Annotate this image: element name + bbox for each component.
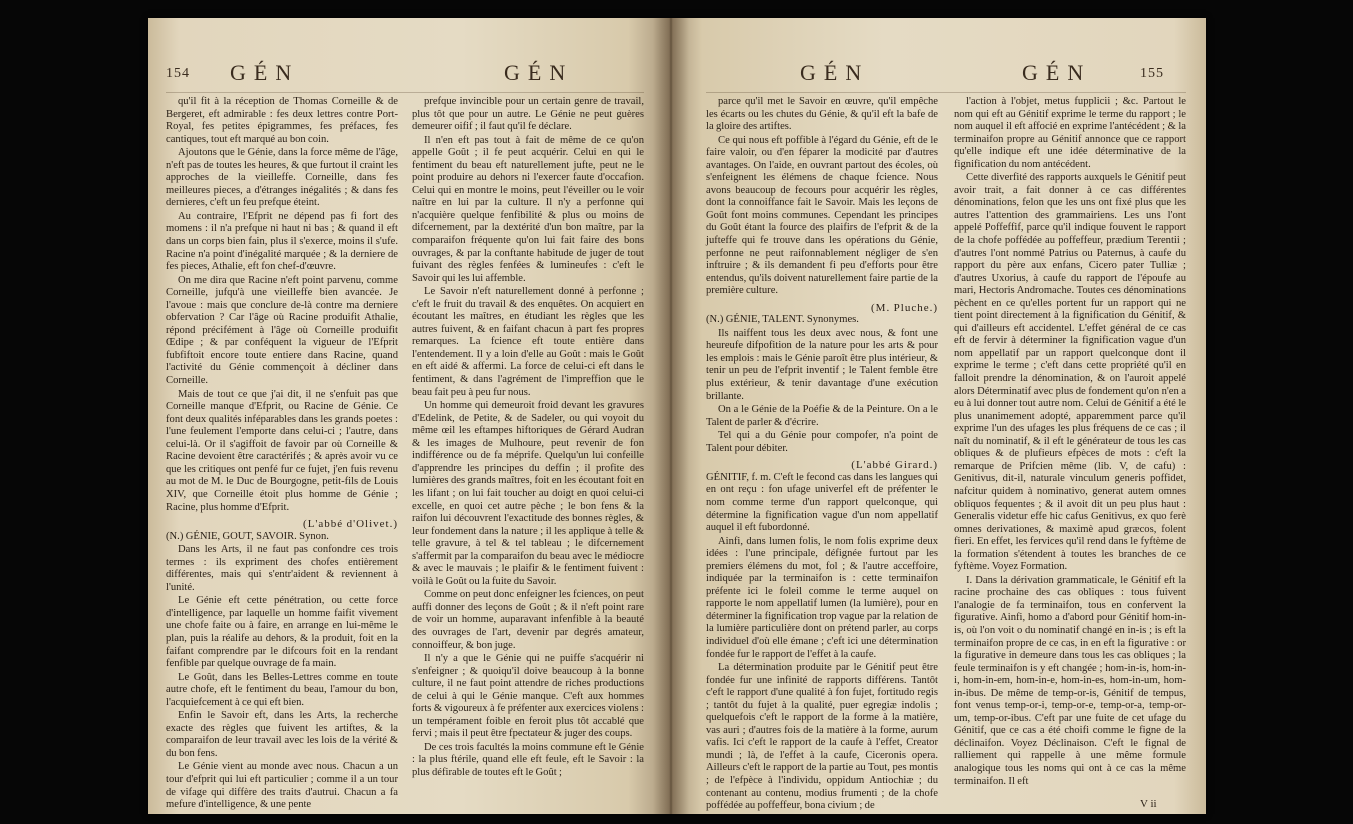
- author-signature: (L'abbé Girard.): [851, 459, 938, 472]
- paragraph: GÉNITIF, f. m. C'eft le fecond cas dans les langues qui en ont reçu : fon ufage univerfel eft de préfenter le nom comme terme d'un rapport quelconque, qui détermine la fignification vague d'un nom appellatif auquel il eft fubordonné.: [706, 471, 938, 534]
- open-book: [148, 18, 1206, 814]
- paragraph: La détermination produite par le Génitif peut être fondée fur une infinité de rapports différens. Tantôt c'eft le rapport d'une qualité à fon fujet, fortitudo regis ; tantôt du fujet à la qualité, puer egregiæ indolis ; quelquefois c'eft le rapport de la forme à la matière, vas auri ; d'autres fois de la matière à la forme, aurum vafis. Ici c'eft le rapport de la caufe à l'effet, Creator mundi ; là, de l'effet à la caufe, Ciceronis opera. Ailleurs c'eft le rapport de la partie au Tout, pes montis ; de l'efpèce à l'individu, oppidum Antiochiæ ; du contenant au contenu, modius frumenti ; de la chofe poffédée au poffeffeur, bona civium ; de: [706, 662, 938, 812]
- right-page-header: [670, 56, 1206, 86]
- paragraph: De ces trois facultés la moins commune eft le Génie : la plus ftérile, quand elle eft feule, eft le Savoir : la plus défirable de toutes eft le Goût ;: [412, 741, 644, 778]
- paragraph: Ce qui nous eft poffible à l'égard du Génie, eft de le faire valoir, ou d'en féparer la modicité par d'autres avantages. On l'aide, en ouvrant partout des écoles, où s'enfeignent les élémens de chaque fcience. Nous avons beaucoup de fecours pour acquérir les règles, dont la connoiffance fait le Savoir. Mais les leçons de Goût font moins communes. Cependant les principes du Goût étant la fource des plaifirs de l'efprit & de la jufteffe qui fe trouve dans les opérations du Génie, perfonne ne peut raifonnablement négliger de s'en inftruire ; & ils demandent fi peu d'efforts pour être entendus, qu'ils doivent naturellement faire partie de la première culture.: [706, 134, 938, 297]
- right-page: [670, 18, 1206, 814]
- paragraph: prefque invincible pour un certain genre de travail, plus tôt que pour un autre. Le Génie ne peut guères demeurer oifif ; il faut qu'il fe déclare.: [412, 96, 644, 133]
- left-page-header: [148, 56, 670, 86]
- running-head-left: GÉN: [800, 60, 870, 85]
- paragraph: Comme on peut donc enfeigner les fciences, on peut auffi donner des leçons de Goût ; & il n'eft point rare de voir un homme, auparavant infenfible à la beauté des ouvrages de l'art, devenir par degrés amateur, connoiffeur, & bon juge.: [412, 589, 644, 651]
- paragraph: Au contraire, l'Efprit ne dépend pas fi fort des momens : il n'a prefque ni haut ni bas ; & quand il eft dans un corps bien fain, plus il s'exerce, moins il s'ufe. Racine n'a point d'inégalité marquée ; & la derniere de fes pieces, Athalie, eft fon chef-d'œuvre.: [166, 210, 398, 273]
- paragraph: qu'il fit à la réception de Thomas Corneille & de Bergeret, eft admirable : fes deux lettres contre Port-Royal, fes petites épigrammes, fes préfaces, fes cantiques, tout eft marqué au bon coin.: [166, 96, 398, 145]
- paragraph: On a le Génie de la Poéfie & de la Peinture. On a le Talent de parler & d'écrire.: [706, 404, 938, 428]
- paragraph: Mais de tout ce que j'ai dit, il ne s'enfuit pas que Corneille manque d'Efprit, ou Racine de Génie. Ce font deux qualités inféparables dans les grands poetes : l'une feulement l'emporte dans celui-ci ; l'autre, dans celui-là. Or il s'agiffoit de favoir par où Corneille & Racine devoient être caractérifés ; & après avoir vu ce que les critiques ont penfé fur ce fujet, j'en fuis revenu au mot de M. le Duc de Bourgogne, petit-fils de Louis XIV, que Corneille étoit plus homme de Génie ; Racine, plus homme d'Efprit.: [166, 388, 398, 513]
- page-number: 154: [166, 66, 190, 81]
- paragraph: Il n'en eft pas tout à fait de même de ce qu'on appelle Goût ; il fe peut acquérir. Celui en qui le fentiment du beau eft naturellement jufte, peut ne le point produire au dehors ni l'exercer faute d'occafion. Celui qui en montre le moins, peut l'éveiller ou le voir naître en lui par la culture. Il n'y a perfonne qui n'acquière quelque fenfibilité & plus ou moins de difcernement, par la dextérité d'un bon maître, par la comparaifon fréquente qu'on lui fait faire des bons ouvrages, & par la conftante habitude de juger de tout fuivant des règles fenfées & lumineufes : c'eft le Savoir qui les lui affemble.: [412, 134, 644, 284]
- paragraph: Ainfi, dans lumen folis, le nom folis exprime deux idées : l'une principale, défignée furtout par les premiers élémens du mot, fol ; & l'autre acceffoire, indiquée par la terminaifon is : cette terminaifon préfente ici le foleil comme le terme auquel on rapporte le nom appellatif lumen (la lumière), pour en déterminer la fignification trop vague par la relation de la lumière particulière dont on prétend parler, au corps individuel d'où elle émane ; c'eft ici une détermination fondée fur le rapport de l'effet à la caufe.: [706, 535, 938, 660]
- paragraph: Ajoutons que le Génie, dans la force même de l'âge, n'eft pas de toutes les heures, & que furtout il craint les approches de la vieilleffe. Corneille, dans fes meilleures pieces, a d'étranges inégalités ; & dans fes dernieres, c'eft un feu prefque éteint.: [166, 147, 398, 209]
- header-rule: [706, 92, 1186, 93]
- paragraph: Le Génie eft cette pénétration, ou cette force d'intelligence, par laquelle un homme faifit vivement une chofe faite ou à faire, en arrange en lui-même le plan, puis la réalife au dehors, & la produit, foit en la faifant comprendre par le difcours foit en la rendant fenfible par quelque ouvrage de fa main.: [166, 595, 398, 670]
- paragraph: Le Goût, dans les Belles-Lettres comme en toute autre chofe, eft le fentiment du beau, l'amour du bon, l'acquiefcement à ce qui eft bien.: [166, 671, 398, 708]
- running-head-left: GÉN: [230, 60, 300, 85]
- running-head-right: GÉN: [1022, 60, 1092, 85]
- text-column-1: [706, 96, 938, 812]
- header-rule: [166, 92, 644, 93]
- paragraph: Ils naiffent tous les deux avec nous, & font une heureufe difpofition de la nature pour les arts & pour les emplois : mais le Génie paroît être plus intérieur, & tenir un peu de l'efprit inventif ; le Talent femble être plus extérieur, & tenir davantage d'une exécution brillante.: [706, 327, 938, 402]
- paragraph: Enfin le Savoir eft, dans les Arts, la recherche exacte des règles que fuivent les artiftes, & la comparaifon de leur travail avec les lois de la vérité & du bon fens.: [166, 710, 398, 759]
- paragraph: On me dira que Racine n'eft point parvenu, comme Corneille, jufqu'à une vieilleffe bien avancée. Je l'avoue : mais que conclure de-là contre ma derniere obfervation ? Car l'âge où Racine produifit Athalie, répond précifément à l'âge où Corneille produifit Œdipe ; & par conféquent la vigueur de l'Efprit fubfiftoit encore toute entiere dans Racine, quand l'activité du Génie commençoit à décliner dans Corneille.: [166, 274, 398, 387]
- page-number: 155: [1140, 66, 1164, 81]
- running-head-right: GÉN: [504, 60, 574, 85]
- paragraph: parce qu'il met le Savoir en œuvre, qu'il empêche les écarts ou les chutes du Génie, & qu'il eft la bafe de la gloire des artiftes.: [706, 96, 938, 133]
- text-column-1: [166, 96, 398, 811]
- paragraph: Un homme qui demeuroit froid devant les gravures d'Edelink, de Petite, & de Sadeler, ou qui voyoit du même œil les eftampes hiftoriques de Gérard Audran & les images de Mulhoure, peut revenir de fon indifférence ou de fa méprife. Quelqu'un lui confeille d'apprendre les principes du deffin ; il profite des lumières des grands maîtres, foit en les écoutant foit en les lifant ; on lui fait toucher au doigt en quoi celui-ci excelle, en quoi cet autre pèche ; le bon fens & la raifon lui découvrent l'exactitude des bonnes règles, & leur fondement dans la nature ; il les applique à telle & telle gravure, à tel & tel tableau ; le difcernement s'affermit par la comparaifon du beau avec le médiocre & avec le mauvais ; le plaifir & le fentiment fuivent : voilà le Goût ou la fuite du Savoir.: [412, 400, 644, 587]
- paragraph: I. Dans la dérivation grammaticale, le Génitif eft la racine prochaine des cas obliques : tous fuivent l'analogie de fa terminaifon, tous en confervent la figurative. Ainfi, homo a d'abord pour Génitif hom-in-is, où l'on voit o du nominatif changé en in-is ; is eft la terminaifon propre de ce cas, in en eft la figurative : or la figurative in demeure dans tous les cas obliques ; la feule terminaifon is y eft changée ; hom-in-is, hom-in-i, hom-in-em, hom-in-e, hom-in-es, hom-in-um, hom-in-ibus. De même de temp-or-is, Génitif de tempus, font venus temp-or-i, temp-or-e, temp-or-a, temp-or-um, temp-or-ibus. C'eft par une fuite de cet ufage du Génitif, que ce cas a été choifi comme le figne de la déclinaifon. Voyez Déclinaison. C'eft le fignal de ralliement qui rappelle à une même formule analogique tous les noms qui ont à ce cas la même terminaifon. Il eft: [954, 574, 1186, 787]
- paragraph: l'action à l'objet, metus fupplicii ; &c. Partout le nom qui eft au Génitif exprime le terme du rapport ; le nom auquel il eft affocié en exprime l'antécédent ; & la terminaifon propre au Génitif annonce que ce rapport qu'elle indique eft une idée déterminative de la fignification du nom antécédent.: [954, 96, 1186, 170]
- paragraph: Tel qui a du Génie pour compofer, n'a point de Talent pour débiter.: [706, 430, 938, 454]
- text-column-2: [954, 96, 1186, 796]
- paragraph: Le Génie vient au monde avec nous. Chacun a un tour d'efprit qui lui eft particulier ; comme il a un tour de vifage qui diffère des traits d'autrui. Chacun a fa mefure d'intelligence, & une pente: [166, 761, 398, 811]
- paragraph: (N.) GÉNIE, TALENT. Synonymes.: [706, 314, 859, 326]
- paragraph: Dans les Arts, il ne faut pas confondre ces trois termes : ils expriment des chofes entièrement différentes, mais qui s'entr'aident & reviennent à l'unité.: [166, 544, 398, 593]
- book-gutter: [653, 18, 689, 814]
- paragraph: (N.) GÉNIE, GOUT, SAVOIR. Synon.: [166, 530, 329, 542]
- text-column-2: [412, 96, 644, 796]
- paragraph: Cette diverfité des rapports auxquels le Génitif peut avoir trait, a fait donner à ce cas différentes dénominations, felon que les uns ont fixé plus que les autres l'attention des grammairiens. Les uns l'ont appelé Poffeffif, parce qu'il indique fouvent le rapport de la chofe poffédée au poffeffeur, prædium Terentii ; d'autres l'ont nommé Patrius ou Paternus, à caufe du rapport du père aux enfans, Cicero pater Tulliæ ; d'autres Uxorius, à caufe du rapport de l'époufe au mari, Hectoris Andromache. Toutes ces dénominations pèchent en ce qu'elles portent fur un rapport qui ne tient point directement à la fignification du Génitif, & qui d'ailleurs eft accidentel. L'effet général de ce cas eft de fervir à déterminer la fignification vague d'un nom appellatif par un rapport quelconque dont il exprime le terme ; c'eft dans cette propriété qu'il en falloit prendre la dénomination, & on l'auroit appelé alors Déterminatif avec plus de fondement qu'on n'en a eu à lui donner tout autre nom. Celui de Génitif a été le plus unanimement adopté, apparemment parce qu'il exprime l'un des ufages les plus fréquens de ce cas ; il naît du nominatif, & il eft le générateur de tous les cas obliques & de plufieurs efpèces de mots : c'eft la remarque de Prifcien même (lib. V, de cafu) : Genitivus, dit-il, naturale vinculum generis poffidet, nafcitur quidem à nominativo, generat autem omnes obliquos fequentes ; & il avoit dit un peu plus haut : Generalis videtur effe hic cafus Genitivus, ex quo ferè omnes derivationes, & maximè apud græcos, folent fieri. En effet, les fervices qu'il rend dans le fyftème de la formation s'étendent à toutes les branches de ce fyftème. Voyez Formation.: [954, 172, 1186, 573]
- paragraph: Il n'y a que le Génie qui ne puiffe s'acquérir ni s'enfeigner ; & quoiqu'il doive beaucoup à la bonne culture, il ne faut point attendre de riches productions de celui à qui le Génie manque. C'eft aux hommes forts & vigoureux à fe préfenter aux exercices violens : un tempérament foible en feroit plus tôt accablé que fervi ; mais il peut être fpectateur & juger des coups.: [412, 653, 644, 740]
- catchword: V ii: [1140, 798, 1157, 810]
- left-page: [148, 18, 670, 814]
- author-signature: (L'abbé d'Olivet.): [303, 518, 398, 531]
- paragraph: Le Savoir n'eft naturellement donné à perfonne ; c'eft le fruit du travail & des enquêtes. On acquiert en écoutant les maîtres, en étudiant les règles que les autres fuivent, & en faifant chacun à part fes propres remarques. La fcience eft toute entière dans l'entendement. Il y a loin d'elle au Goût : mais le Goût en eft aidé & affermi. La force de celui-ci eft dans le fentiment, & dans l'agrément de l'impreffion que le beau fait peu à peu fur nous.: [412, 286, 644, 398]
- author-signature: (M. Pluche.): [871, 301, 938, 314]
